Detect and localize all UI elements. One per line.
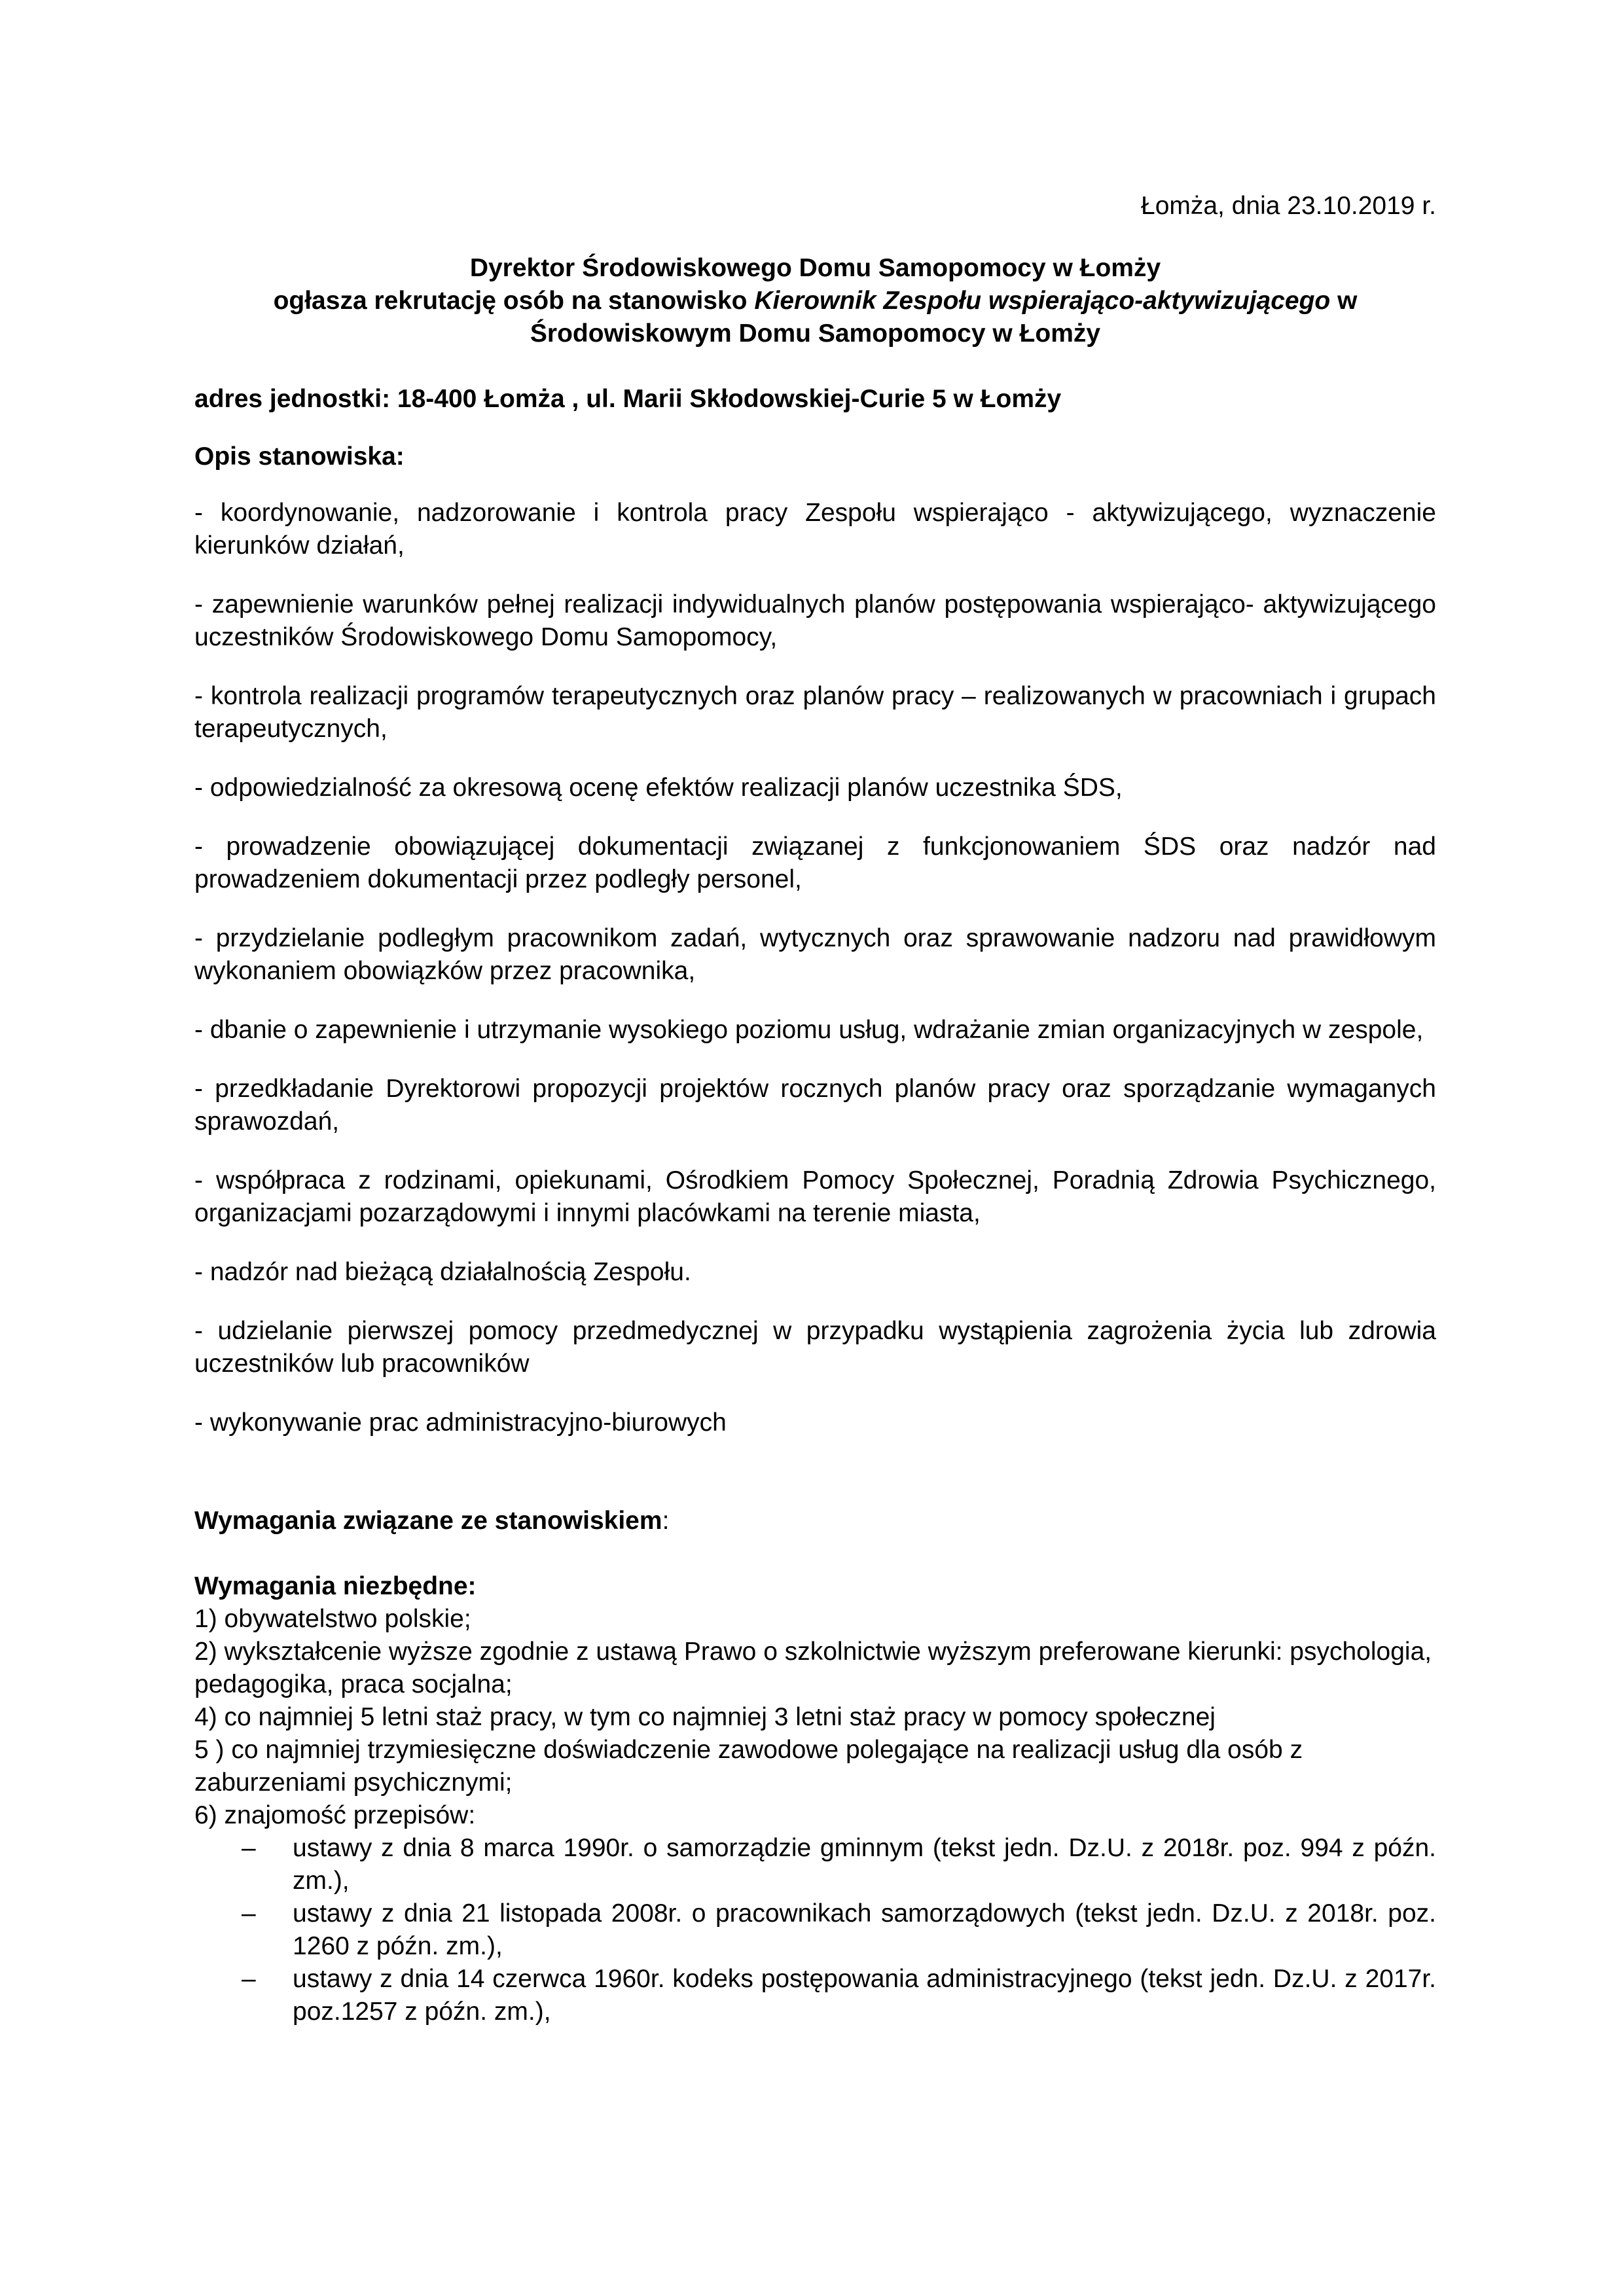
requirements-title-text: Wymagania związane ze stanowiskiem xyxy=(194,1507,662,1535)
duty-item: - przedkładanie Dyrektorowi propozycji projektów rocznych planów pracy oraz sporządzanie wymaganych sprawozdań, xyxy=(194,1075,1436,1136)
dash-bullet: – xyxy=(242,1899,256,1928)
law-item xyxy=(194,1832,1436,1897)
essential-requirements-title: Wymagania niezbędne: xyxy=(194,1572,477,1600)
requirements-title xyxy=(194,1505,1436,1537)
duties-list xyxy=(194,497,1436,1439)
header-line-2-prefix: ogłasza rekrutację osób na stanowisko xyxy=(273,287,755,315)
requirements-list xyxy=(194,1603,1436,1832)
law-text: ustawy z dnia 14 czerwca 1960r. kodeks postępowania administracyjnego (tekst jedn. Dz.U. z 2017r. poz.1257 z późn. zm.), xyxy=(293,1965,1436,2026)
law-item xyxy=(194,1897,1436,1963)
duty-item: - kontrola realizacji programów terapeutycznych oraz planów pracy – realizowanych w pracowniach i grupach terapeutycznych, xyxy=(194,682,1436,743)
requirement-item: 6) znajomość przepisów: xyxy=(194,1801,476,1829)
date-line: Łomża, dnia 23.10.2019 r. xyxy=(1141,192,1436,220)
duty-item: - wykonywanie prac administracyjno-biurowych xyxy=(194,1408,727,1437)
header-line-1: Dyrektor Środowiskowego Domu Samopomocy w Łomży xyxy=(469,254,1161,282)
duty-item: - zapewnienie warunków pełnej realizacji indywidualnych planów postępowania wspierająco- aktywizującego uczestników Środowiskowego Domu Samopomocy, xyxy=(194,590,1436,651)
duty-item: - przydzielanie podległym pracownikom zadań, wytycznych oraz sprawowanie nadzoru nad prawidłowym wykonaniem obowiązków przez pracownika, xyxy=(194,924,1436,985)
header-line-3: Środowiskowym Domu Samopomocy w Łomży xyxy=(530,319,1101,348)
duty-item: - dbanie o zapewnienie i utrzymanie wysokiego poziomu usług, wdrażanie zmian organizacyjnych w zespole, xyxy=(194,1016,1424,1044)
position-name: Kierownik Zespołu wspierająco-aktywizującego xyxy=(754,287,1331,315)
header-line-2 xyxy=(194,285,1436,317)
duty-item: - nadzór nad bieżącą działalnością Zespołu. xyxy=(194,1258,691,1286)
duty-item: - koordynowanie, nadzorowanie i kontrola pracy Zespołu wspierająco - aktywizującego, wyznaczenie kierunków działań, xyxy=(194,499,1436,560)
requirements-title-colon: : xyxy=(662,1507,670,1535)
requirement-item: 4) co najmniej 5 letni staż pracy, w tym co najmniej 3 letni staż pracy w pomocy społecznej xyxy=(194,1703,1216,1731)
duty-item: - udzielanie pierwszej pomocy przedmedycznej w przypadku wystąpienia zagrożenia życia lub zdrowia uczestników lub pracowników xyxy=(194,1317,1436,1378)
duty-item: - prowadzenie obowiązującej dokumentacji związanej z funkcjonowaniem ŚDS oraz nadzór nad prowadzeniem dokumentacji przez podległy personel, xyxy=(194,833,1436,893)
dash-bullet: – xyxy=(242,1965,256,1993)
requirement-item: 2) wykształcenie wyższe zgodnie z ustawą Prawo o szkolnictwie wyższym preferowane kierunki: psychologia, pedagogika, praca socjalna; xyxy=(194,1638,1432,1698)
law-item xyxy=(194,1963,1436,2028)
description-title: Opis stanowiska: xyxy=(194,442,405,471)
requirement-item: 1) obywatelstwo polskie; xyxy=(194,1605,471,1633)
law-text: ustawy z dnia 8 marca 1990r. o samorządzie gminnym (tekst jedn. Dz.U. z 2018r. poz. 994 z późn. zm.), xyxy=(293,1834,1436,1895)
duty-item: - odpowiedzialność za okresową ocenę efektów realizacji planów uczestnika ŚDS, xyxy=(194,774,1123,802)
dash-bullet: – xyxy=(242,1834,256,1862)
requirement-item: 5 ) co najmniej trzymiesięczne doświadczenie zawodowe polegające na realizacji usług dla osób z zaburzeniami psychicznymi; xyxy=(194,1736,1303,1797)
law-text: ustawy z dnia 21 listopada 2008r. o pracownikach samorządowych (tekst jedn. Dz.U. z 2018r. poz. 1260 z późn. zm.), xyxy=(293,1899,1436,1960)
unit-address: adres jednostki: 18-400 Łomża , ul. Marii Skłodowskiej-Curie 5 w Łomży xyxy=(194,385,1062,413)
document-page xyxy=(194,190,1436,2028)
laws-list xyxy=(194,1832,1436,2028)
header-line-2-suffix: w xyxy=(1330,287,1358,315)
announcement-header xyxy=(194,252,1436,350)
duty-item: - współpraca z rodzinami, opiekunami, Ośrodkiem Pomocy Społecznej, Poradnią Zdrowia Psychicznego, organizacjami pozarządowymi i innymi placówkami na terenie miasta, xyxy=(194,1166,1436,1227)
